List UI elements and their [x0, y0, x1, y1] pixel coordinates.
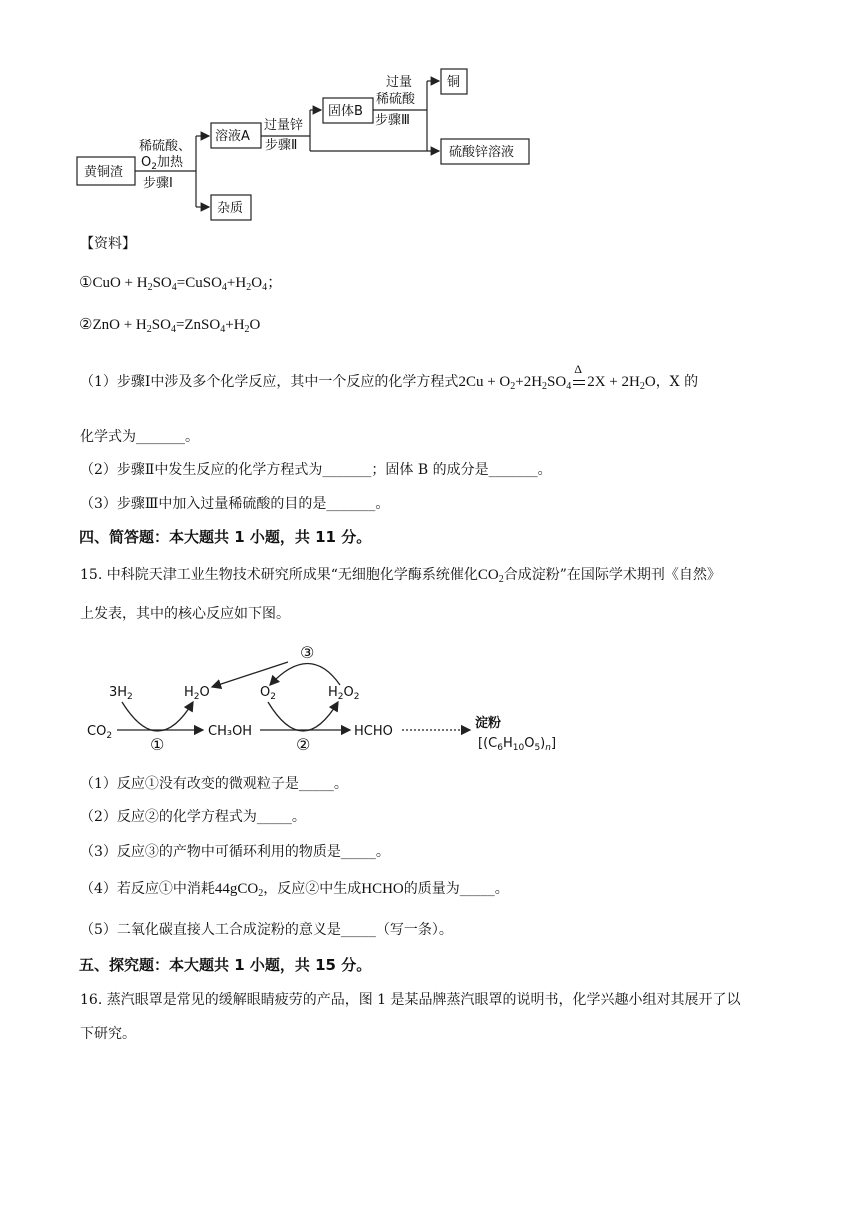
q15-part3: （3）反应③的产物中可循环利用的物质是_____。 — [80, 844, 390, 860]
label-step3: 步骤Ⅲ — [375, 113, 410, 128]
label-tong: 铜 — [447, 75, 461, 90]
label-rongyeA: 溶液A — [215, 129, 250, 144]
q16-line2: 下研究。 — [80, 1026, 136, 1042]
label-zazhi: 杂质 — [217, 201, 244, 216]
label-dianfen: 淀粉 — [475, 716, 502, 731]
label-reagent2: 过量锌 — [264, 118, 304, 133]
q15-part2: （2）反应②的化学方程式为_____。 — [80, 809, 306, 825]
q15-line1: 15. 中科院天津工业生物技术研究所成果“无细胞化学酶系统催化$CO_2$合成淀粉”在国际学术期刊《自然》 — [80, 567, 721, 585]
label-reagent3a: 过量 — [386, 75, 413, 90]
equation-2: ②ZnO + $H_2SO_4=ZnSO_4+H_2O$ — [79, 317, 261, 335]
label-h2o2: $H_2O_2$ — [328, 685, 360, 702]
label-reagent1b: $O_2$加热 — [141, 155, 183, 172]
label-reagent3b: 稀硫酸 — [376, 92, 416, 107]
reaction-diagram — [0, 630, 860, 755]
process-flowchart — [0, 0, 860, 225]
label-gutiB: 固体B — [328, 104, 363, 119]
q14-part1: （1）步骤Ⅰ中涉及多个化学反应，其中一个反应的化学方程式$2Cu + O_2+2H_2SO_4$ Δ $2X + 2H_2O$，X 的 — [80, 362, 699, 392]
label-circle2: ② — [296, 735, 311, 754]
q14-part1-cont: 化学式为_______。 — [80, 429, 199, 445]
label-step1: 步骤Ⅰ — [143, 176, 173, 191]
q15-part1: （1）反应①没有改变的微观粒子是_____。 — [80, 776, 348, 792]
label-h2o: $H_2O$ — [184, 685, 210, 702]
section-5-heading: 五、探究题：本大题共 1 小题，共 15 分。 — [79, 956, 372, 974]
q16-line1: 16. 蒸汽眼罩是常见的缓解眼睛疲劳的产品，图 1 是某品牌蒸汽眼罩的说明书，化学兴趣小组对其展开了以 — [80, 992, 741, 1008]
label-o2: $O_2$ — [260, 685, 276, 702]
label-starch-formula: $[(C_6H_{10}O_5)_n]$ — [478, 736, 557, 753]
label-step2: 步骤Ⅱ — [265, 138, 298, 153]
label-3h2: $3H_2$ — [109, 685, 133, 702]
label-ch3oh: CH₃OH — [208, 724, 253, 739]
label-liusuanxin: 硫酸锌溶液 — [449, 145, 515, 160]
ziliao-heading: 【资料】 — [80, 236, 136, 252]
q15-part5: （5）二氧化碳直接人工合成淀粉的意义是_____（写一条）。 — [80, 922, 453, 938]
label-reagent1: 稀硫酸、 — [139, 139, 192, 154]
equation-1: ①CuO + $H_2SO_4=CuSO_4+H_2O_4$； — [79, 275, 283, 293]
label-hcho: HCHO — [354, 724, 393, 739]
label-co2: $CO_2$ — [87, 724, 113, 741]
section-4-heading: 四、简答题：本大题共 1 小题，共 11 分。 — [79, 528, 372, 546]
label-circle1: ① — [150, 735, 165, 754]
label-huangtongzha: 黄铜渣 — [84, 165, 124, 180]
label-circle3: ③ — [300, 643, 315, 662]
q14-part3: （3）步骤Ⅲ中加入过量稀硫酸的目的是_______。 — [80, 496, 390, 512]
q14-part2: （2）步骤Ⅱ中发生反应的化学方程式为_______；固体 B 的成分是_______。 — [80, 462, 552, 478]
q15-part4: （4）若反应①中消耗44gCO$_2$，反应②中生成HCHO的质量为_____。 — [80, 881, 509, 899]
q15-line2: 上发表，其中的核心反应如下图。 — [80, 606, 290, 622]
